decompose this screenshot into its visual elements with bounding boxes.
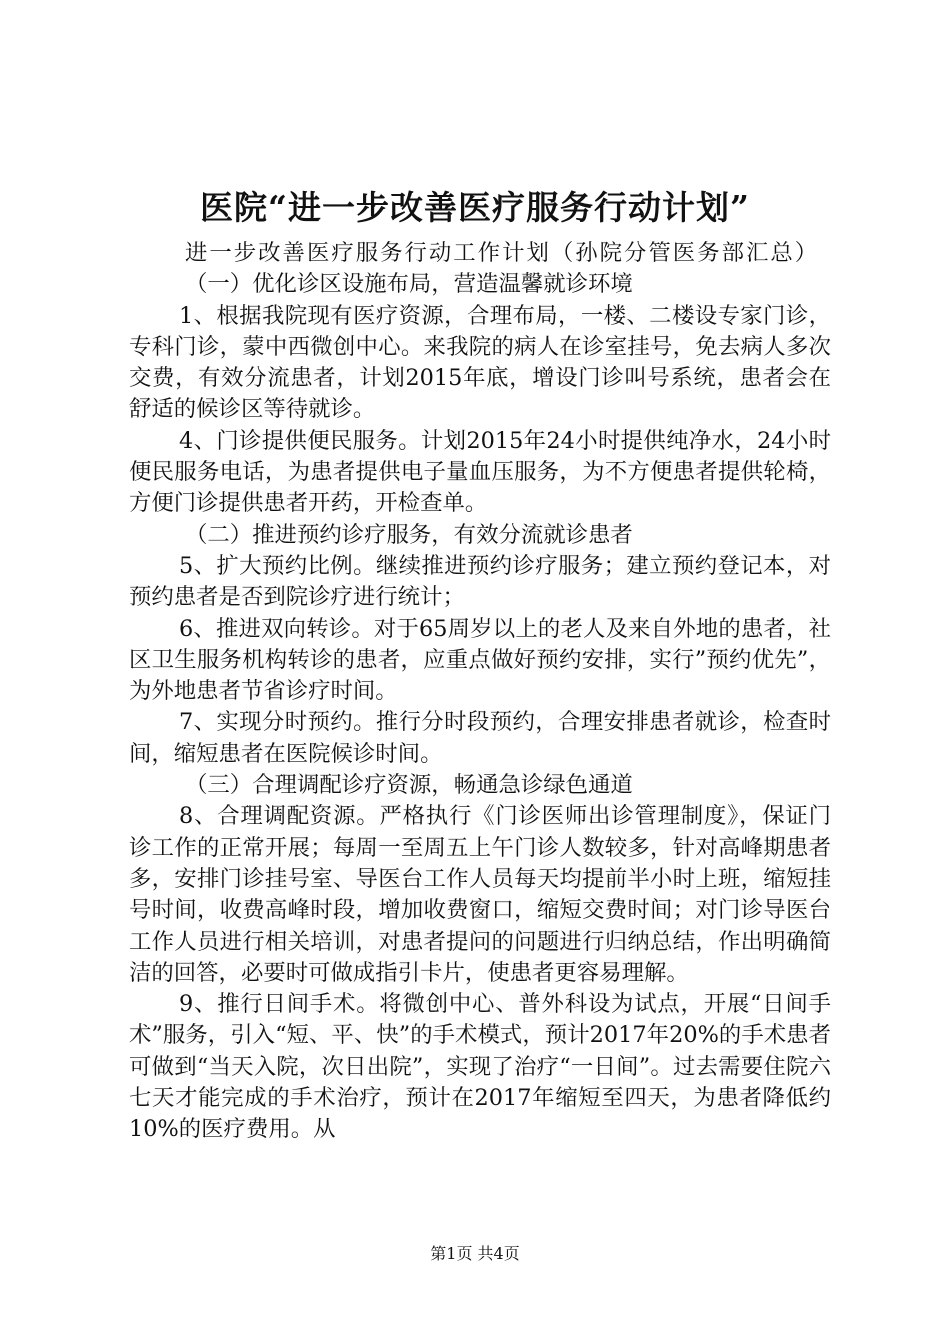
section-heading-2: （二）推进预约诊疗服务，有效分流就诊患者 — [185, 521, 633, 548]
section-heading-3: （三）合理调配诊疗资源，畅通急诊绿色通道 — [185, 772, 633, 799]
paragraph-item-9: 9、推行日间手术。将微创中心、普外科设为试点，开展“日间手术”服务，引入“短、平、快”的手术模式，预计2017年20%的手术患者可做到“当天入院，次日出院”，实现了治疗“一日间”。过去需要住院六七天才能完成的手术治疗，预计在2017年缩短至四天，为患者降低约10%的医疗费用。从 — [129, 991, 831, 1143]
section-heading-1: （一）优化诊区设施布局，营造温馨就诊环境 — [185, 271, 633, 298]
document-subtitle: 进一步改善医疗服务行动工作计划（孙院分管医务部汇总） — [185, 240, 820, 266]
page-number-footer: 第1页 共4页 — [430, 1244, 520, 1263]
paragraph-item-6: 6、推进双向转诊。对于65周岁以上的老人及来自外地的患者，社区卫生服务机构转诊的患者，应重点做好预约安排，实行”预约优先”，为外地患者节省诊疗时间。 — [129, 615, 831, 705]
paragraph-item-4: 4、门诊提供便民服务。计划2015年24小时提供纯净水，24小时便民服务电话，为患者提供电子量血压服务，为不方便患者提供轮椅，方便门诊提供患者开药，开检查单。 — [129, 427, 831, 517]
document-title: 医院“进一步改善医疗服务行动计划” — [200, 188, 750, 227]
document-body — [129, 238, 831, 1146]
paragraph-item-1: 1、根据我院现有医疗资源，合理布局，一楼、二楼设专家门诊，专科门诊，蒙中西微创中心。来我院的病人在诊室挂号，免去病人多次交费，有效分流患者，计划2015年底，增设门诊叫号系统，患者会在舒适的候诊区等待就诊。 — [129, 302, 831, 423]
paragraph-item-7: 7、实现分时预约。推行分时段预约，合理安排患者就诊，检查时间，缩短患者在医院候诊时间。 — [129, 709, 831, 767]
paragraph-item-8: 8、合理调配资源。严格执行《门诊医师出诊管理制度》，保证门诊工作的正常开展；每周一至周五上午门诊人数较多，针对高峰期患者多，安排门诊挂号室、导医台工作人员每天均提前半小时上班，缩短挂号时间，收费高峰时段，增加收费窗口，缩短交费时间；对门诊导医台工作人员进行相关培训，对患者提问的问题进行归纳总结，作出明确简洁的回答，必要时可做成指引卡片，使患者更容易理解。 — [129, 803, 831, 986]
paragraph-item-5: 5、扩大预约比例。继续推进预约诊疗服务；建立预约登记本，对预约患者是否到院诊疗进行统计； — [129, 552, 831, 611]
